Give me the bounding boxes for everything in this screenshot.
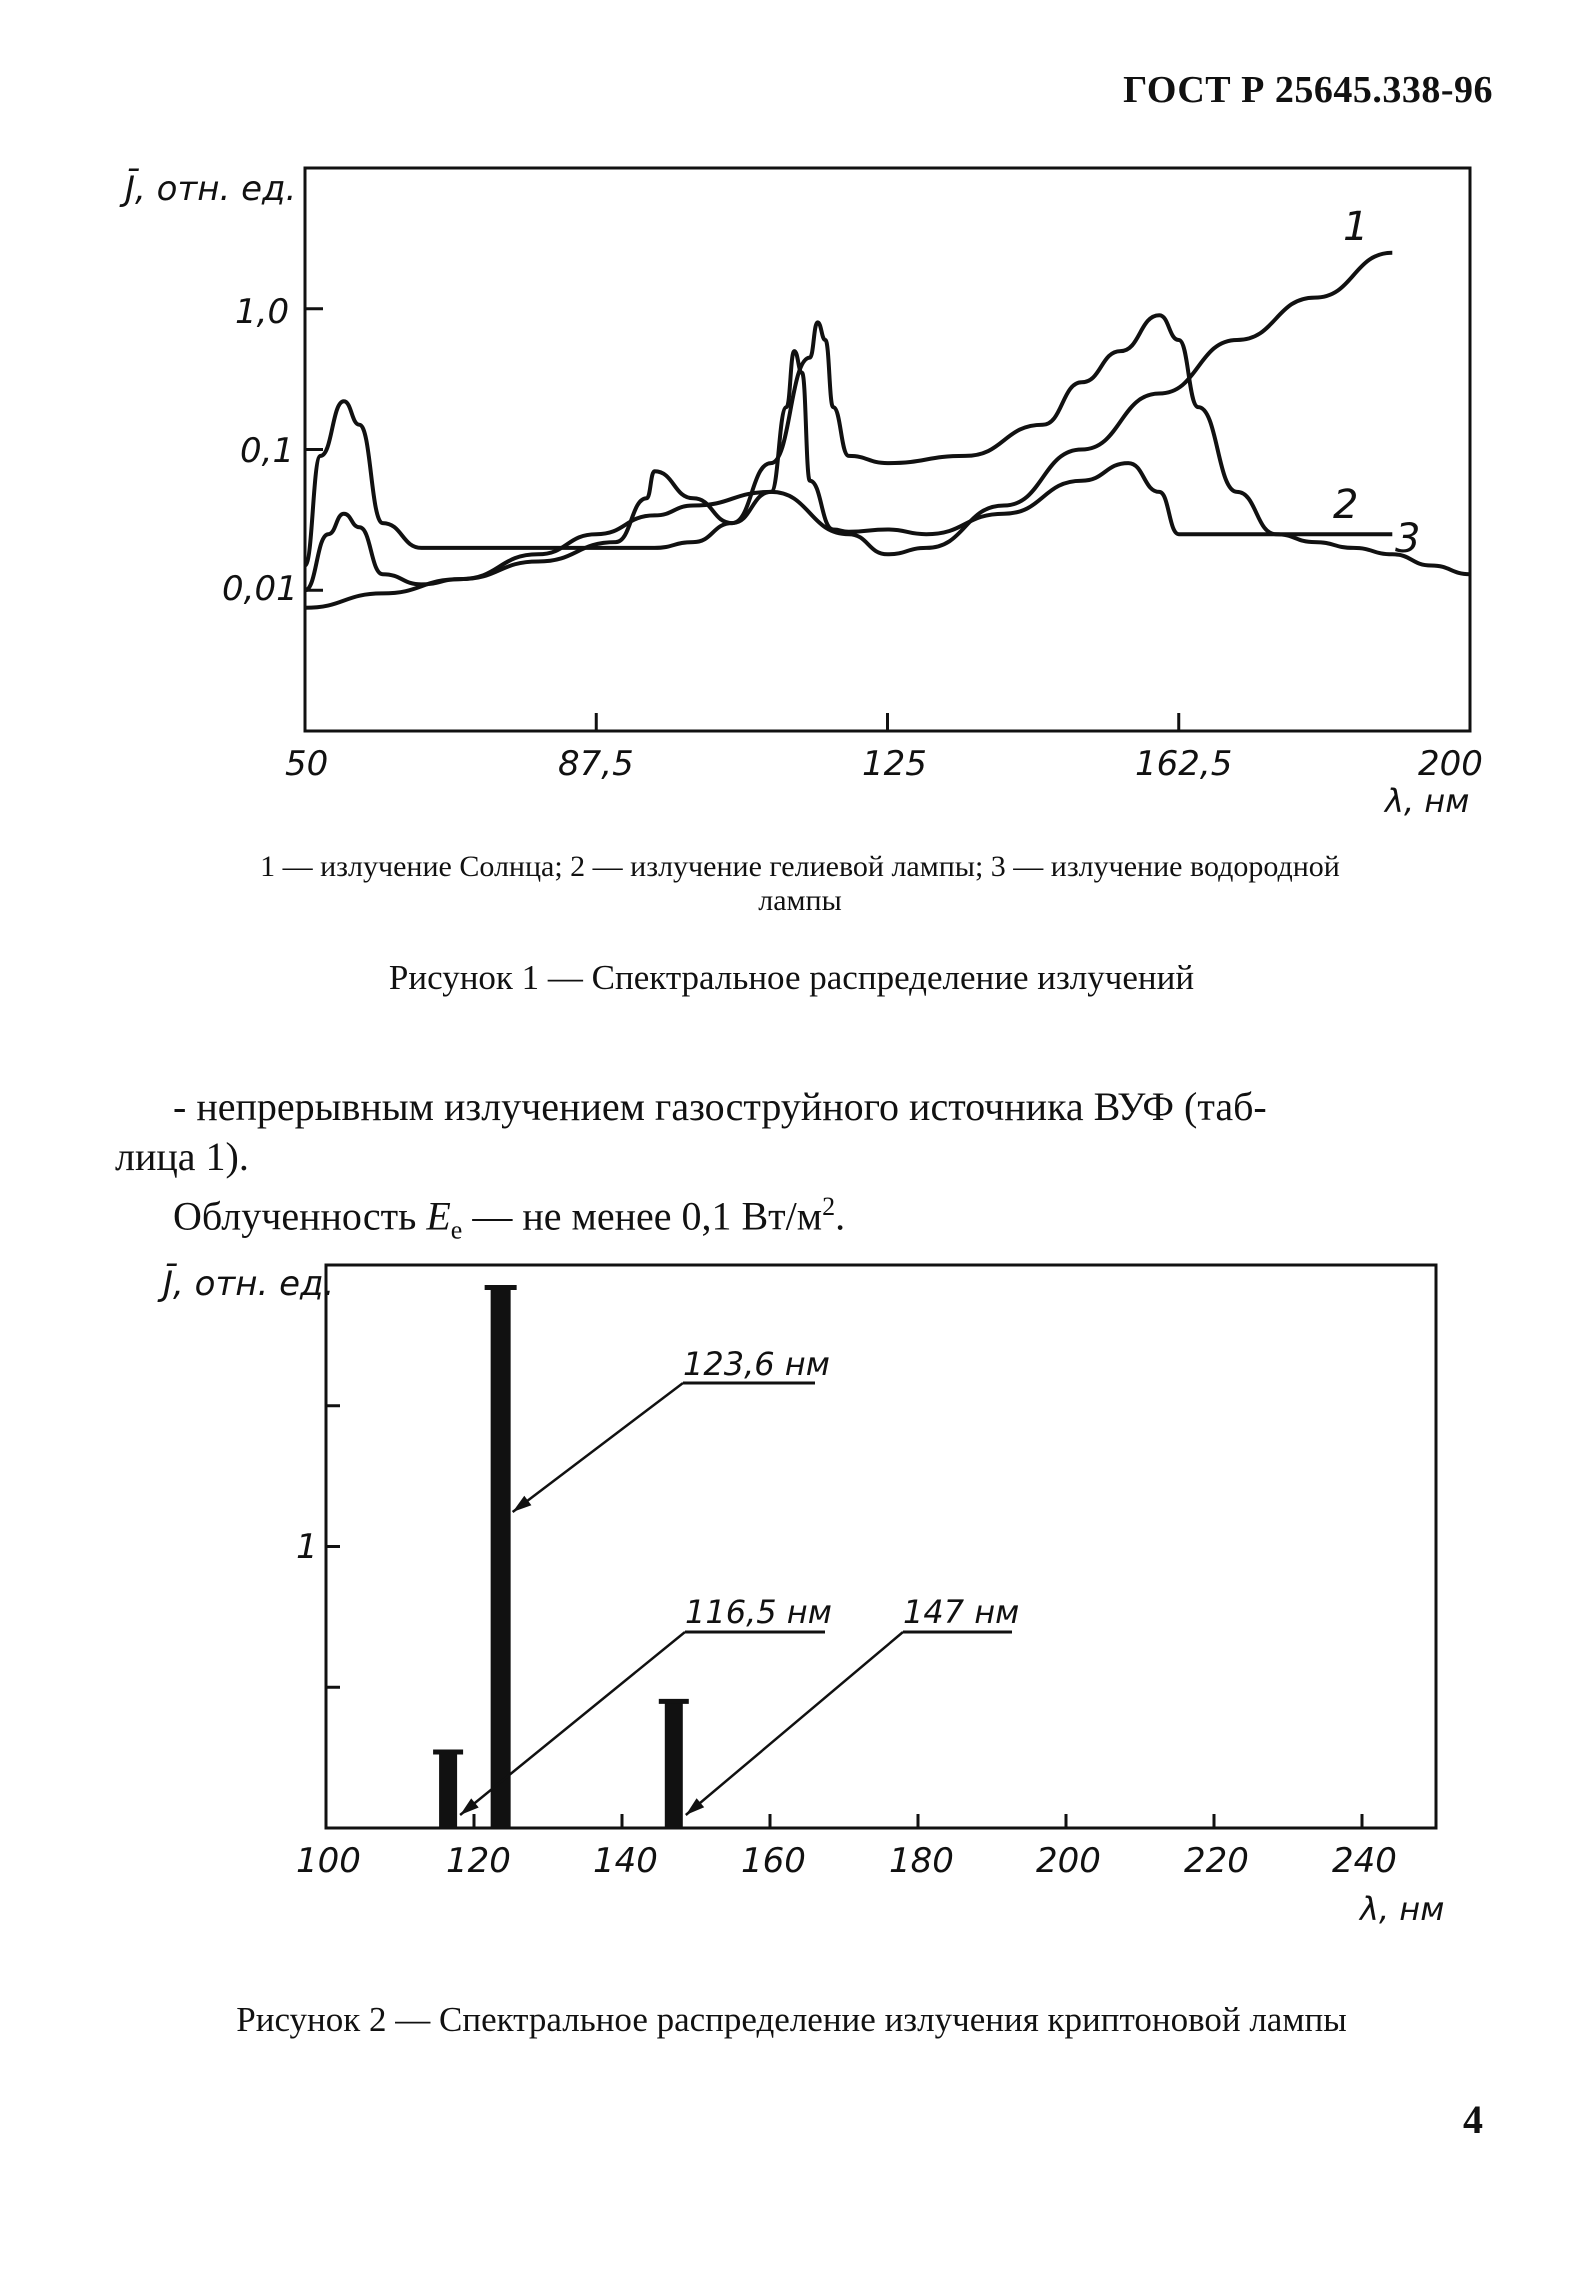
figure2-xtick-8: 240	[1332, 1841, 1397, 1881]
figure1-xtick-4: 162,5	[1135, 744, 1233, 784]
figure2-xlabel: λ, нм	[1360, 1890, 1445, 1928]
body-line3-end: .	[835, 1193, 846, 1239]
figure2-chart	[0, 1240, 1583, 1940]
annotation-leader-1	[513, 1383, 683, 1512]
figure1-xtick-5: 200	[1418, 744, 1483, 784]
figure2-bar-2	[491, 1288, 511, 1828]
figure1-frame	[305, 168, 1470, 731]
figure2-xtick-1: 100	[296, 1841, 361, 1881]
figure1-chart	[0, 0, 1583, 820]
figure1-legend	[120, 850, 1480, 918]
figure1-ytick-1: 1,0	[235, 292, 290, 332]
annotation-116-5: 116,5 нм	[685, 1593, 832, 1631]
figure1-legend-line2: лампы	[758, 884, 842, 917]
figure1-xtick-3: 125	[862, 744, 927, 784]
figure2-ylabel: J̄, отн. ед.	[163, 1264, 335, 1304]
figure1-series-label-2: 2	[1333, 482, 1359, 528]
figure1-ytick-2: 0,1	[240, 431, 295, 471]
irradiance-symbol: E	[426, 1193, 451, 1239]
figure1-xtick-2: 87,5	[558, 744, 634, 784]
figure2-ytick-1: 1	[296, 1527, 318, 1567]
irradiance-subscript: e	[450, 1215, 463, 1245]
figure1-series-line-1	[305, 253, 1392, 608]
figure1-series-label-1: 1	[1343, 204, 1369, 250]
figure2-xtick-6: 200	[1036, 1841, 1101, 1881]
body-line2: лица 1).	[115, 1134, 249, 1179]
body-line3-prefix: Облученность	[173, 1193, 427, 1239]
figure2-xtick-5: 180	[889, 1841, 954, 1881]
figure1-ylabel: J̄, отн. ед.	[125, 169, 297, 209]
body-line3-mid: — не менее 0,1 Вт/м	[462, 1193, 823, 1239]
annotation-123-6: 123,6 нм	[683, 1345, 830, 1383]
unit-superscript: 2	[822, 1192, 836, 1221]
figure2-bar-3	[665, 1701, 683, 1828]
page-number: 4	[1463, 2097, 1483, 2142]
figure2-ticks	[326, 1406, 1362, 1828]
document-id: ГОСТ Р 25645.338-96	[1123, 69, 1493, 111]
annotation-147: 147 нм	[903, 1593, 1020, 1631]
annotation-arrowhead-1	[513, 1496, 532, 1512]
figure2-xtick-3: 140	[593, 1841, 658, 1881]
figure1-series-line-2	[305, 351, 1392, 590]
figure1-xlabel: λ, нм	[1385, 782, 1470, 820]
figure1-ytick-3: 0,01	[222, 569, 298, 609]
body-line1: - непрерывным излучением газоструйного источника ВУФ (таб-	[173, 1084, 1267, 1129]
figure1-series	[305, 253, 1470, 608]
figure2-caption: Рисунок 2 — Спектральное распределение излучения криптоновой лампы	[236, 2000, 1347, 2039]
figure2-xtick-4: 160	[741, 1841, 806, 1881]
body-paragraph-1	[115, 1082, 1475, 1182]
figure2-xtick-2: 120	[446, 1841, 511, 1881]
figure1-series-label-3: 3	[1395, 516, 1421, 562]
figure2-bars	[433, 1288, 689, 1828]
figure2-xtick-7: 220	[1184, 1841, 1249, 1881]
annotation-leader-3	[686, 1632, 903, 1815]
figure2-bar-1	[439, 1752, 457, 1828]
figure1-legend-line1: 1 — излучение Солнца; 2 — излучение гелиевой лампы; 3 — излучение водородной	[260, 850, 1340, 883]
figure1-xtick-1: 50	[285, 744, 329, 784]
figure1-caption: Рисунок 1 — Спектральное распределение излучений	[388, 958, 1195, 997]
